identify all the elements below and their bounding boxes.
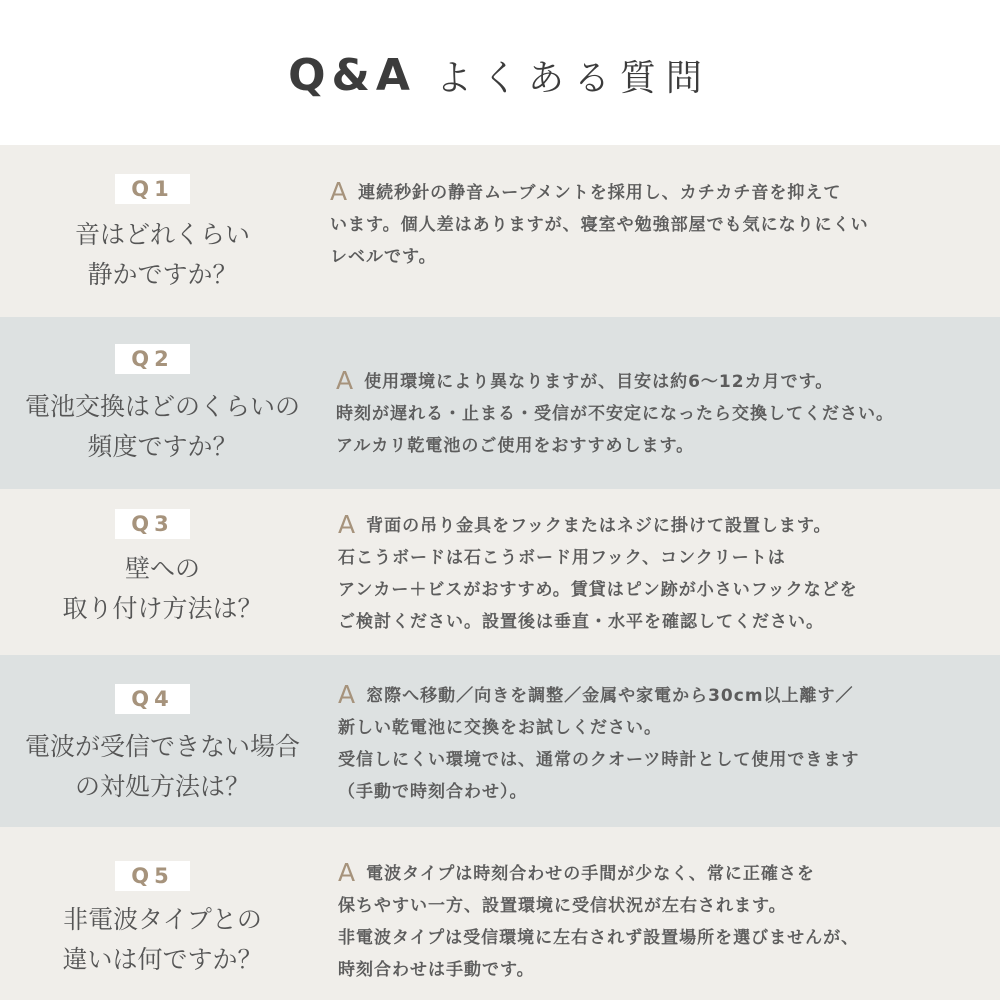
question-column (0, 145, 325, 317)
answer-line (338, 679, 998, 712)
question-line: の対処方法は？ (74, 772, 250, 801)
question-column (0, 655, 325, 827)
answer-line: （手動で時刻合わせ）。 (338, 782, 528, 802)
answer-text (338, 857, 998, 986)
faq-item-1 (0, 145, 1000, 317)
answer-mark: A (338, 858, 357, 887)
answer-line-text: 窓際へ移動／向きを調整／金属や家電から30cm以上離す／ (366, 686, 854, 706)
question-text (0, 727, 325, 807)
answer-line: 非電波タイプは受信環境に左右されず設置場所を選びませんが、 (338, 928, 860, 948)
question-badge: Q3 (115, 509, 190, 539)
question-line: 違いは何ですか？ (62, 945, 263, 974)
question-badge: Q2 (115, 344, 190, 374)
answer-line: アンカー＋ビスがおすすめ。賃貸はピン跡が小さいフックなどを (338, 580, 858, 600)
question-line: 頻度ですか？ (87, 432, 238, 461)
answer-mark: A (338, 510, 357, 539)
faq-item-4 (0, 655, 1000, 827)
question-badge: Q4 (115, 684, 190, 714)
answer-column (338, 655, 998, 827)
question-line: 音はどれくらい (74, 220, 250, 249)
question-line: 取り付け方法は？ (62, 594, 263, 623)
faq-item-3 (0, 489, 1000, 655)
question-line: 非電波タイプとの (63, 905, 262, 934)
answer-text (338, 679, 998, 808)
answer-line: 時刻が遅れる・止まる・受信が不安定になったら交換してください。 (336, 404, 894, 424)
answer-line: います。個人差はありますが、寝室や勉強部屋でも気になりにくい (330, 215, 869, 235)
page-subtitle: よくある質問 (435, 58, 712, 99)
answer-line: 新しい乾電池に交換をお試しください。 (338, 718, 662, 738)
question-column (0, 827, 325, 1000)
answer-column (338, 827, 998, 1000)
question-line: 壁への (124, 554, 200, 583)
answer-column (336, 317, 996, 489)
answer-mark: A (336, 366, 355, 395)
answer-text (336, 365, 996, 462)
answer-line (336, 365, 996, 398)
answer-line: 石こうボードは石こうボード用フック、コンクリートは (338, 548, 786, 568)
answer-line (338, 857, 998, 890)
question-line: 電波が受信できない場合 (24, 732, 300, 761)
answer-column (330, 145, 990, 317)
question-text (0, 549, 325, 629)
faq-item-5 (0, 827, 1000, 1000)
question-line: 電池交換はどのくらいの (24, 392, 300, 421)
question-badge: Q1 (115, 174, 190, 204)
answer-line: 受信しにくい環境では、通常のクオーツ時計として使用できます (338, 750, 860, 770)
answer-line (338, 509, 998, 542)
answer-column (338, 489, 998, 655)
page-title (0, 50, 1000, 101)
answer-line: 保ちやすい一方、設置環境に受信状況が左右されます。 (338, 896, 787, 916)
answer-mark: A (330, 177, 349, 206)
answer-line-text: 連続秒針の静音ムーブメントを採用し、カチカチ音を抑えて (358, 183, 842, 203)
answer-line-text: 電波タイプは時刻合わせの手間が少なく、常に正確さを (366, 864, 815, 884)
answer-mark: A (338, 680, 357, 709)
answer-line: 時刻合わせは手動です。 (338, 960, 535, 980)
question-text (0, 900, 325, 980)
qa-mark: Q&A (288, 50, 416, 101)
question-text (0, 215, 325, 295)
header (0, 0, 1000, 145)
answer-line-text: 背面の吊り金具をフックまたはネジに掛けて設置します。 (366, 516, 832, 536)
answer-line: レベルです。 (330, 247, 437, 267)
answer-line-text: 使用環境により異なりますが、目安は約6～12カ月です。 (364, 372, 834, 392)
question-text (0, 387, 325, 467)
answer-text (338, 509, 998, 638)
faq-item-2 (0, 317, 1000, 489)
answer-text (330, 176, 990, 273)
answer-line (330, 176, 990, 209)
answer-line: アルカリ乾電池のご使用をおすすめします。 (336, 436, 695, 456)
question-line: 静かですか？ (87, 260, 238, 289)
answer-line: ご検討ください。設置後は垂直・水平を確認してください。 (338, 612, 824, 632)
question-column (0, 317, 325, 489)
question-badge: Q5 (115, 861, 190, 891)
question-column (0, 489, 325, 655)
